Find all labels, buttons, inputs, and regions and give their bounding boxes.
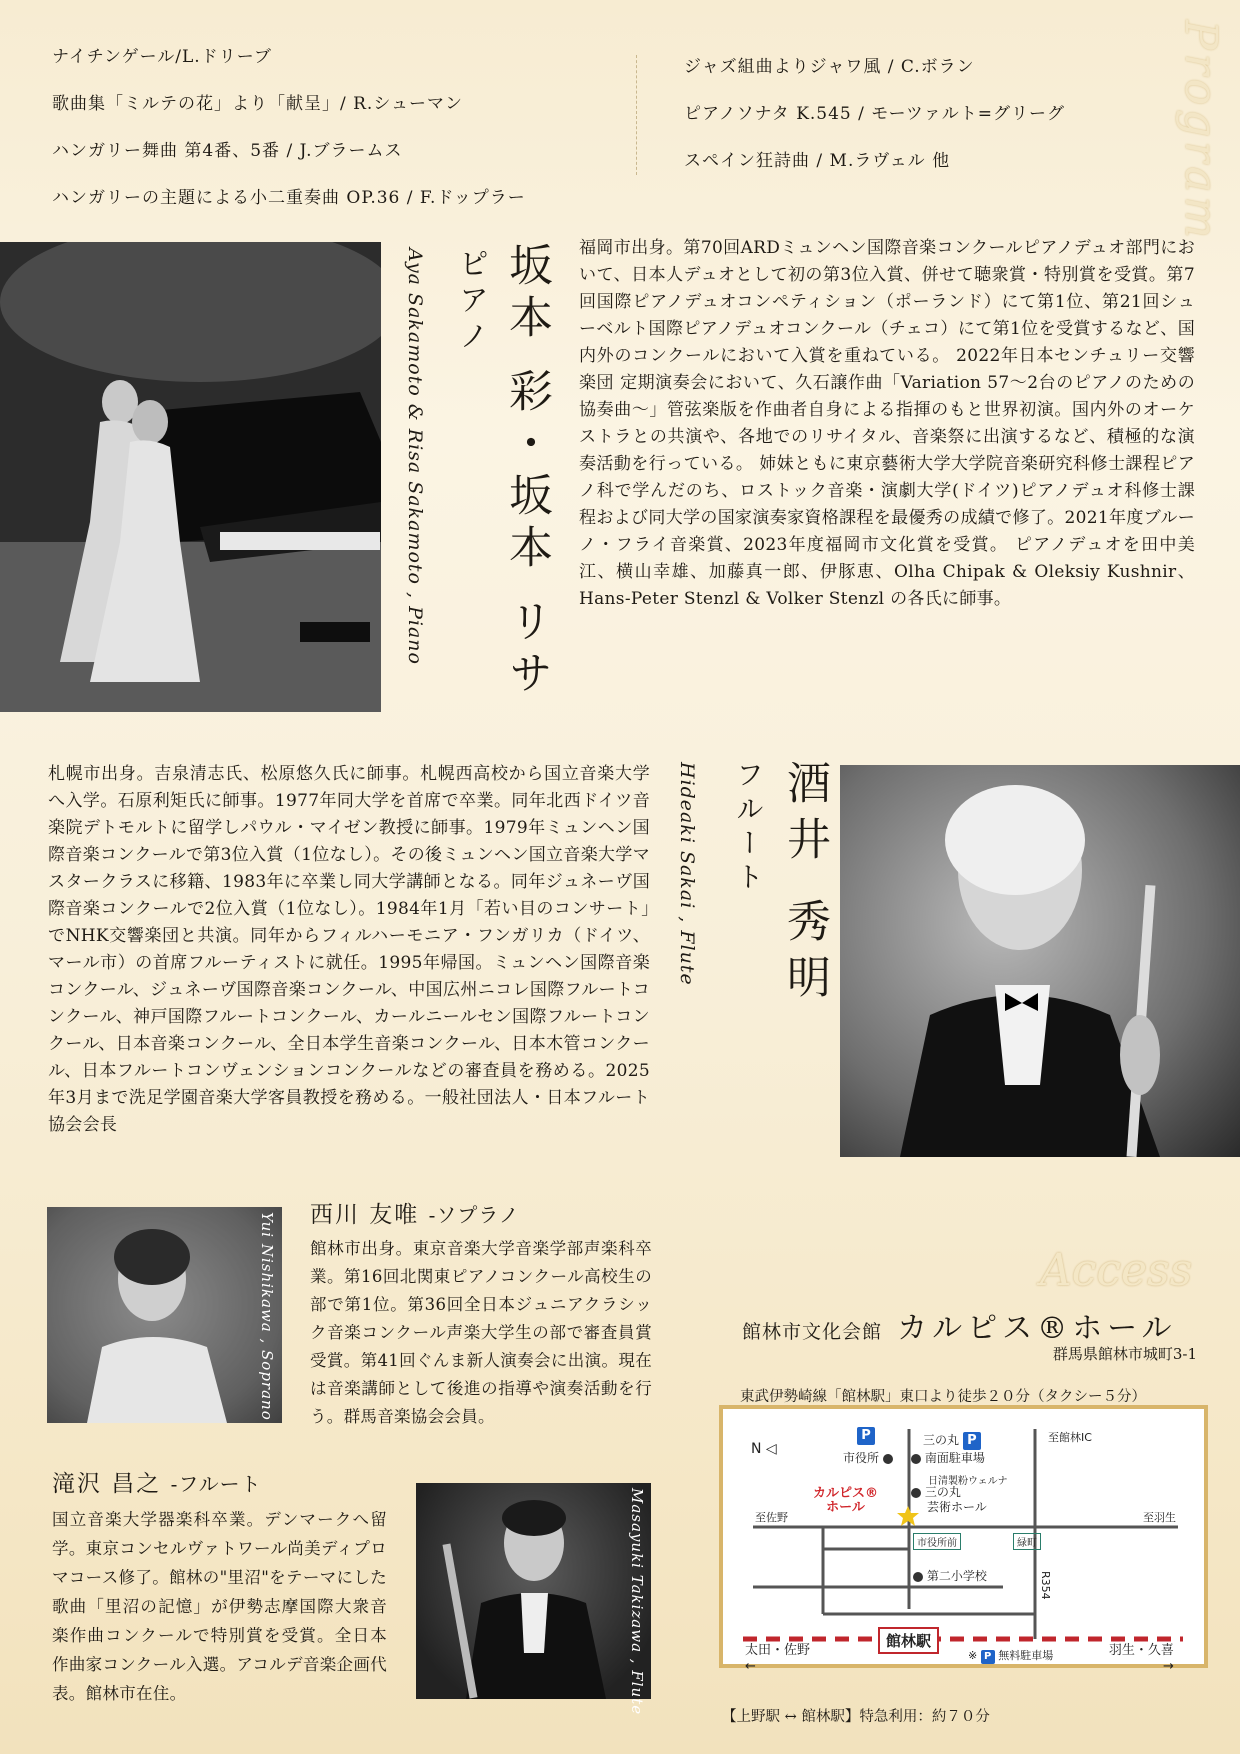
program-divider xyxy=(636,55,637,175)
venue-address: 群馬県館林市城町3-1 xyxy=(1052,1345,1197,1363)
program-title: Program xyxy=(1175,20,1226,243)
map-sannomaru-hall: 三の丸 芸術ホール xyxy=(911,1485,987,1515)
program-item: ピアノソナタ K.545 / モーツァルト=グリーグ xyxy=(684,104,1065,124)
map-north: N ◁ xyxy=(751,1441,777,1457)
parking-icon: P xyxy=(857,1427,875,1445)
map-free-parking: ※ P 無料駐車場 xyxy=(968,1649,1054,1662)
map-ryokucho: 緑町 xyxy=(1013,1533,1041,1550)
nishikawa-heading xyxy=(310,1196,520,1229)
takizawa-heading xyxy=(52,1465,262,1498)
sakai-name: 酒井 秀明 xyxy=(779,760,830,1010)
takizawa-name: 滝沢 昌之 xyxy=(52,1471,162,1497)
program-item: ジャズ組曲よりジャワ風 / C.ボラン xyxy=(684,57,975,77)
location-dot-icon xyxy=(883,1454,893,1464)
map-route: R354 xyxy=(1039,1571,1052,1600)
map-school: 第二小学校 xyxy=(913,1567,987,1584)
map-calpis-hall: カルピス® ホール xyxy=(813,1486,879,1515)
sakamoto-photo xyxy=(0,242,381,712)
program-list-right xyxy=(684,57,1144,198)
nishikawa-name: 西川 友唯 xyxy=(310,1202,420,1228)
program-item: ハンガリー舞曲 第4番、5番 / J.ブラームス xyxy=(52,141,403,161)
takizawa-bio: 国立音楽大学器楽科卒業。デンマークへ留学。東京コンセルヴァトワール尚美ディプロマコース修了。館林の"里沼"をテーマにした歌曲「里沼の記憶」が伊勢志摩国際大衆音楽作曲コンクールで特別賞を受賞。全日本作曲家コンクール入選。アコルデ音楽企画代表。館林市在住。 xyxy=(52,1510,387,1703)
location-dot-icon xyxy=(911,1488,921,1498)
map-south-parking: 南面駐車場 xyxy=(911,1449,985,1466)
map-city-hall-front: 市役所前 xyxy=(913,1533,961,1550)
sakai-bio: 札幌市出身。吉泉清志氏、松原悠久氏に師事。札幌西高校から国立音楽大学へ入学。石原利矩氏に師事。1977年同大学を首席で卒業。同年北西ドイツ音楽院デトモルトに留学しパウル・マイゼン教授に師事。1979年ミュンヘン国際音楽コンクールで第3位入賞（1位なし）。その後ミュンヘン国立音楽大学マスタークラスに移籍、1983年に卒業し同大学講師となる。同年ジュネーヴ国際音楽コンクールで2位入賞（1位なし）。1984年1月「若い目のコンサート」でNHK交響楽団と共演。同年からフィルハーモニア・フンガリカ（ドイツ、マール市）の首席フルーティストに就任。1995年帰国。ミュンヘン国際音楽コンクール、ジュネーヴ国際音楽コンクール、中国広州ニコレ国際フルートコンクール、神戸国際フルートコンクール、カールニールセン国際フルートコンクール、日本音楽コンクール、全日本学生音楽コンクール、日本木管コンクール、日本フルートコンヴェンションコンクールなどの審査員を務める。2025年3月まで洗足学園音楽大学客員教授を務める。一般社団法人・日本フルート協会会長 xyxy=(48,764,650,1135)
nishikawa-photo xyxy=(47,1207,282,1423)
parking-icon: P xyxy=(981,1650,995,1664)
takizawa-role: -フルート xyxy=(170,1472,262,1496)
sakai-photo xyxy=(840,765,1240,1157)
map-city-hall: 市役所 xyxy=(843,1449,893,1466)
venue-name: カルピス®ホール xyxy=(897,1311,1177,1346)
sakai-role: フルート xyxy=(732,760,765,896)
program-item: スペイン狂詩曲 / M.ラヴェル 他 xyxy=(684,151,951,171)
map-to-sano: 至佐野 xyxy=(755,1511,788,1524)
map-station: 館林駅 xyxy=(878,1627,939,1654)
map-to-hanyu: 至羽生 xyxy=(1143,1511,1176,1524)
map-parking-city-hall xyxy=(857,1427,875,1445)
program-list-left xyxy=(52,47,612,235)
location-dot-icon xyxy=(913,1572,923,1582)
program-item: ハンガリーの主題による小二重奏曲 OP.36 / F.ドップラー xyxy=(52,188,526,208)
map-left-direction: 太田・佐野 ← xyxy=(745,1643,811,1674)
takizawa-photo xyxy=(416,1483,651,1699)
map-right-direction: 羽生・久喜 → xyxy=(1108,1643,1174,1674)
access-directions: 東武伊勢崎線「館林駅」東口より徒歩２０分（タクシー５分） xyxy=(740,1389,1146,1405)
access-map xyxy=(719,1405,1208,1674)
map-sannomaru-parking: 三の丸 P xyxy=(923,1431,981,1450)
nishikawa-bio: 館林市出身。東京音楽大学音楽学部声楽科卒業。第16回北関東ピアノコンクール高校生の部で第1位。第36回全日本ジュニアクラシック音楽コンクール声楽大学生の部で審査員賞受賞。第41回ぐんま新人演奏会に出演。現在は音楽講師として後進の指導や演奏活動を行う。群馬音楽協会会員。 xyxy=(310,1239,652,1426)
program-item: ナイチンゲール/L.ドリーブ xyxy=(52,47,272,67)
program-item: 歌曲集「ミルテの花」より「献呈」/ R.シューマン xyxy=(52,94,463,114)
location-dot-icon xyxy=(911,1454,921,1464)
access-title: Access xyxy=(1040,1245,1193,1296)
map-nisshin: 日清製粉ウェルナ xyxy=(928,1476,1008,1487)
map-to-ic: 至館林IC xyxy=(1048,1431,1092,1444)
nishikawa-role: -ソプラノ xyxy=(428,1203,520,1227)
sakamoto-bio: 福岡市出身。第70回ARDミュンヘン国際音楽コンクールピアノデュオ部門において、日本人デュオとして初の第3位入賞、併せて聴衆賞・特別賞を受賞。第7回国際ピアノデュオコンペティション（ポーランド）にて第1位、第21回シューベルト国際ピアノデュオコンクール（チェコ）にて第1位を受賞するなど、国内外のコンクールにおいて入賞を重ねている。 2022年日本センチュリー交響楽団 定期演奏会において、久石譲作曲「Variation 57～2台のピアノのための協奏曲～」管弦楽版を作曲者自身による指揮のもと世界初演。国内外のオーケストラとの共演や、各地でのリサイタル、音楽祭に出演するなど、積極的な演奏活動を行っている。 姉妹ともに東京藝術大学大学院音楽研究科修士課程ピアノ科で学んだのち、ロストック音楽・演劇大学(ドイツ)ピアノデュオ科修士課程および同大学の国家演奏家資格課程を最優秀の成績で修了。2021年度ブルーノ・フライ音楽賞、2023年度福岡市文化賞を受賞。 ピアノデュオを田中美江、横山幸雄、加藤真一郎、伊豚恵、Olha Chipak & Oleksiy Kushnir、Hans-Peter Stenzl & Volker Stenzl の各氏に師事。 xyxy=(579,238,1195,609)
sakamoto-role: ピアノ xyxy=(453,248,488,356)
sakamoto-name-en: Aya Sakamoto & Risa Sakamoto , Piano xyxy=(404,248,426,665)
nishikawa-name-en: Yui Nishikawa , Soprano xyxy=(258,1212,276,1421)
parking-icon: P xyxy=(963,1432,981,1450)
access-note: 【上野駅 ↔ 館林駅】特急利用：約７０分 xyxy=(722,1709,990,1725)
venue-prefix: 館林市文化会館 xyxy=(742,1321,883,1343)
venue-line xyxy=(742,1303,1177,1347)
sakai-name-en: Hideaki Sakai , Flute xyxy=(676,762,698,986)
sakamoto-name: 坂本 彩・坂本 リサ xyxy=(501,242,552,702)
takizawa-name-en: Masayuki Takizawa , Flute xyxy=(628,1488,646,1716)
